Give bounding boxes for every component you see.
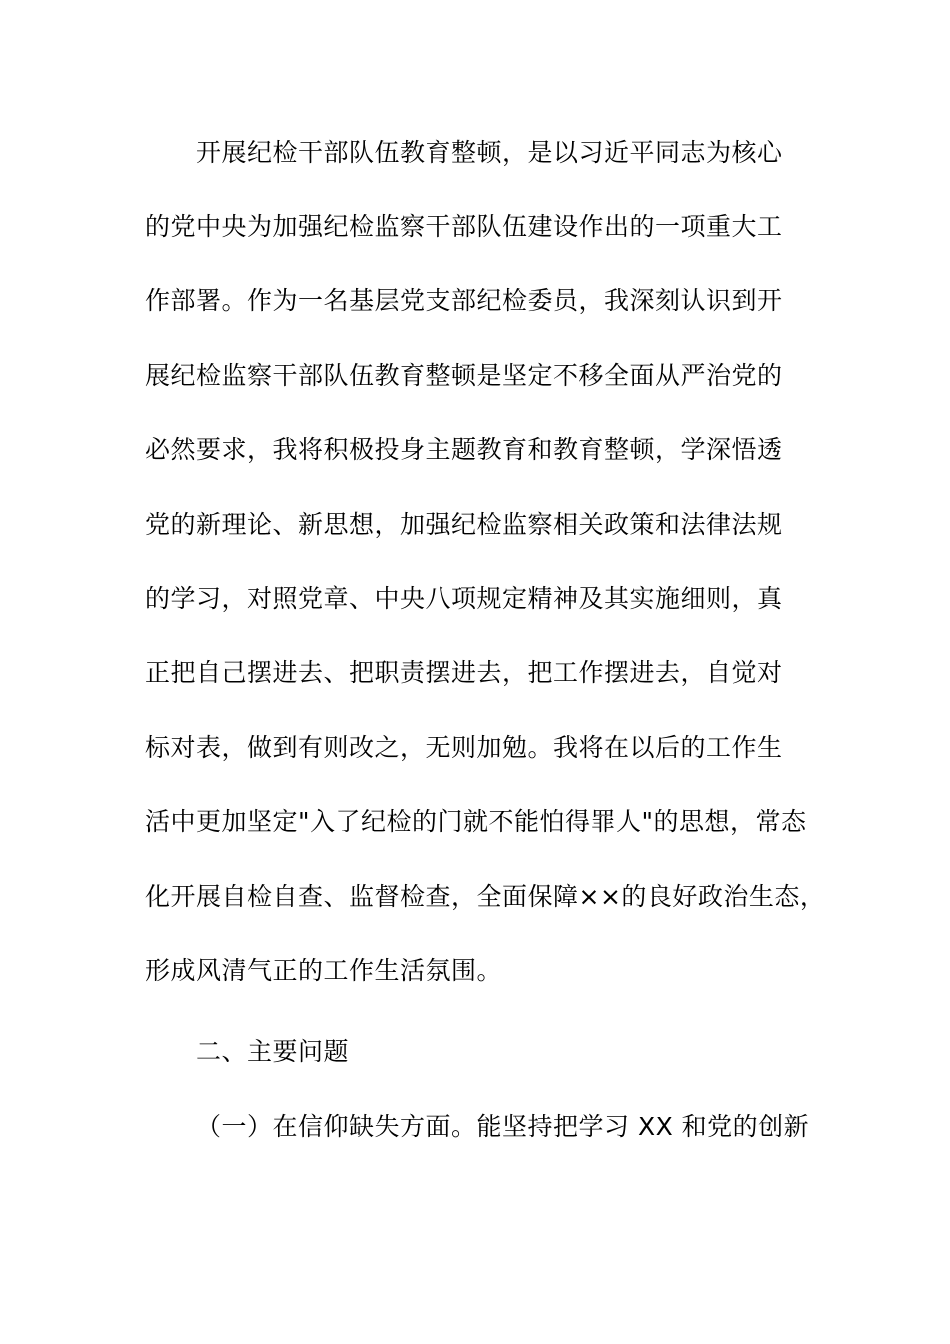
section-heading: 二、主要问题 (196, 1037, 350, 1066)
paragraph-line: 标对表，做到有则改之，无则加勉。我将在以后的工作生 (145, 733, 783, 762)
paragraph-line: 正把自己摆进去、把职责摆进去，把工作摆进去，自觉对 (145, 658, 783, 687)
subsection-line: （一）在信仰缺失方面。能坚持把学习 XX 和党的创新 (196, 1112, 810, 1141)
paragraph-line: 化开展自检自查、监督检查，全面保障××的良好政治生态， (145, 882, 826, 911)
paragraph-line: 活中更加坚定"入了纪检的门就不能怕得罪人"的思想，常态 (145, 807, 807, 836)
paragraph-line: 展纪检监察干部队伍教育整顿是坚定不移全面从严治党的 (145, 361, 783, 390)
paragraph-line: 的党中央为加强纪检监察干部队伍建设作出的一项重大工 (145, 212, 783, 241)
paragraph-line: 作部署。作为一名基层党支部纪检委员，我深刻认识到开 (145, 286, 783, 315)
paragraph-line: 党的新理论、新思想，加强纪检监察相关政策和法律法规 (145, 510, 783, 539)
paragraph-line: 形成风清气正的工作生活氛围。 (145, 956, 503, 985)
paragraph-line: 的学习，对照党章、中央八项规定精神及其实施细则，真 (145, 584, 783, 613)
paragraph-line: 必然要求，我将积极投身主题教育和教育整顿，学深悟透 (145, 435, 783, 464)
paragraph-line: 开展纪检干部队伍教育整顿，是以习近平同志为核心 (196, 138, 783, 167)
